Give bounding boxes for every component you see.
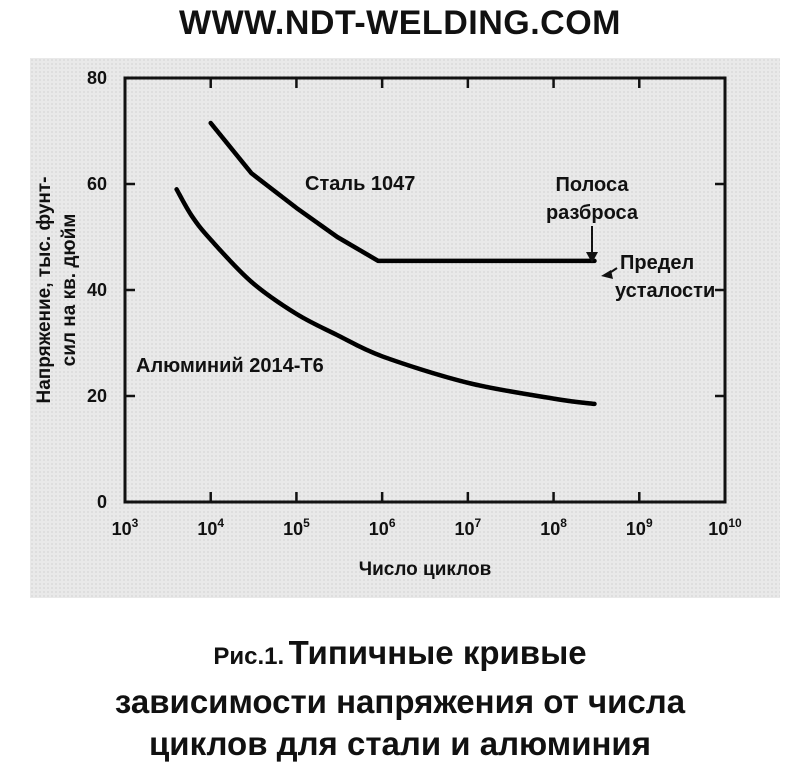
x-tick-label-exp-4: 7 (474, 516, 482, 530)
y-axis-label (34, 177, 80, 404)
x-tick-label-exp-5: 8 (560, 516, 567, 530)
endurance-limit-label-line1: Предел (620, 252, 695, 274)
endurance-limit-label-line2: усталости (615, 280, 716, 302)
x-tick-label-base-5: 10 (540, 519, 561, 539)
x-tick-label-7 (708, 516, 742, 539)
x-tick-label-3 (369, 516, 396, 539)
x-tick-label-4 (454, 516, 481, 539)
y-tick-label-0: 0 (96, 492, 107, 512)
x-tick-label-exp-0: 3 (131, 516, 139, 530)
x-tick-label-exp-6: 9 (645, 516, 653, 530)
endurance-limit-arrowhead (601, 270, 613, 279)
y-tick-label-3: 60 (86, 174, 107, 194)
x-tick-label-base-7: 10 (708, 519, 729, 539)
scatter-band-label-line1: Полоса (555, 174, 629, 196)
scatter-band-label-line2: разброса (545, 202, 639, 224)
aluminum-series-label: Алюминий 2014-Т6 (136, 355, 324, 377)
x-tick-label-exp-7: 10 (728, 516, 742, 530)
figure-caption (0, 632, 800, 765)
x-tick-label-base-4: 10 (454, 519, 475, 539)
site-title: WWW.NDT-WELDING.COM (179, 4, 621, 42)
x-tick-label-exp-3: 6 (388, 516, 396, 530)
caption-line-1: Типичные кривые (288, 634, 587, 671)
x-tick-label-2 (283, 516, 310, 539)
y-tick-label-4: 80 (86, 68, 107, 88)
x-axis-label: Число циклов (358, 559, 492, 580)
caption-prefix: Рис.1. (213, 643, 285, 670)
x-tick-label-0 (112, 516, 139, 539)
x-tick-label-base-0: 10 (111, 519, 132, 539)
x-tick-label-5 (540, 516, 567, 539)
y-tick-label-2: 40 (86, 280, 107, 300)
y-axis-label-line2: сил на кв. дюйм (59, 213, 80, 367)
y-tick-label-1: 20 (86, 386, 107, 406)
x-tick-label-exp-2: 5 (303, 516, 310, 530)
ticks (87, 68, 742, 539)
caption-line-2: зависимости напряжения от числа (114, 683, 686, 720)
x-tick-label-6 (626, 516, 653, 539)
x-tick-label-exp-1: 4 (217, 516, 225, 530)
x-tick-label-base-3: 10 (368, 519, 389, 539)
x-tick-label-base-1: 10 (197, 519, 218, 539)
y-axis-label-line1: Напряжение, тыс. фунт- (34, 176, 55, 404)
x-tick-label-base-6: 10 (625, 519, 646, 539)
steel-series-label: Сталь 1047 (305, 173, 416, 195)
x-tick-label-1 (197, 516, 224, 539)
caption-line-3: циклов для стали и алюминия (149, 725, 651, 762)
x-tick-label-base-2: 10 (283, 519, 304, 539)
